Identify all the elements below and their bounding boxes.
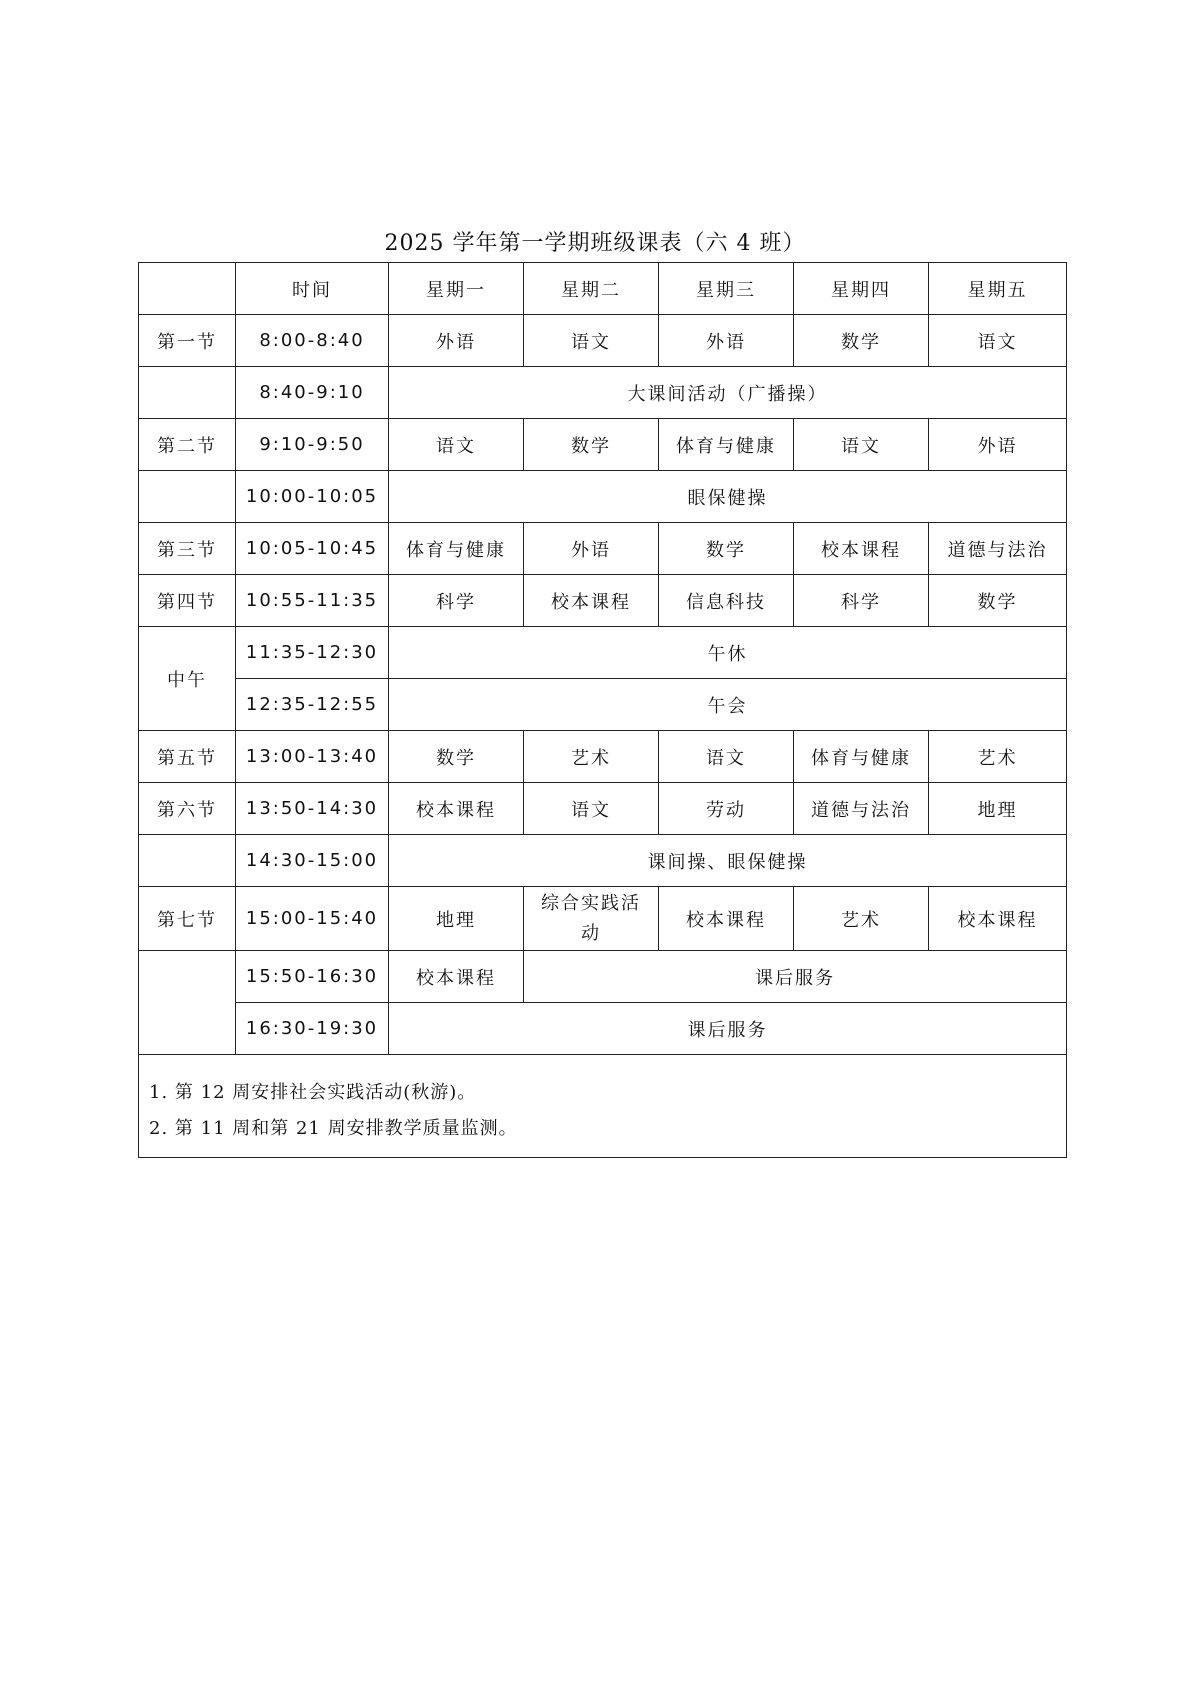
period-row [139, 783, 1067, 835]
activity-cell: 课后服务 [389, 1003, 1067, 1055]
class-cell: 外语 [929, 419, 1067, 471]
class-cell: 科学 [794, 575, 929, 627]
class-cell: 外语 [389, 315, 524, 367]
class-cell: 语文 [524, 315, 659, 367]
period-time: 9:10-9:50 [236, 419, 389, 471]
period-label: 第三节 [139, 523, 236, 575]
class-cell: 数学 [659, 523, 794, 575]
class-cell: 语文 [524, 783, 659, 835]
period-time: 8:00-8:40 [236, 315, 389, 367]
after-school-row [139, 1003, 1067, 1055]
class-cell: 地理 [389, 887, 524, 951]
note-line: 2. 第 11 周和第 21 周安排教学质量监测。 [149, 1118, 518, 1139]
period-time: 11:35-12:30 [236, 627, 389, 679]
period-row [139, 523, 1067, 575]
noon-row [139, 627, 1067, 679]
class-cell [524, 887, 659, 951]
class-cell: 校本课程 [389, 951, 524, 1003]
timetable [138, 262, 1067, 1158]
noon-row [139, 679, 1067, 731]
period-row [139, 731, 1067, 783]
break-row [139, 471, 1067, 523]
class-cell: 道德与法治 [794, 783, 929, 835]
class-cell: 艺术 [524, 731, 659, 783]
period-row [139, 419, 1067, 471]
header-time: 时间 [236, 263, 389, 315]
class-cell: 数学 [524, 419, 659, 471]
class-cell: 校本课程 [659, 887, 794, 951]
period-label: 第一节 [139, 315, 236, 367]
period-time: 10:00-10:05 [236, 471, 389, 523]
period-label: 第二节 [139, 419, 236, 471]
activity-cell: 眼保健操 [389, 471, 1067, 523]
period-row [139, 575, 1067, 627]
note-line: 1. 第 12 周安排社会实践活动(秋游)。 [149, 1082, 477, 1103]
class-cell: 校本课程 [794, 523, 929, 575]
class-cell: 道德与法治 [929, 523, 1067, 575]
class-cell: 语文 [929, 315, 1067, 367]
period-time: 10:55-11:35 [236, 575, 389, 627]
class-cell: 数学 [389, 731, 524, 783]
header-day: 星期五 [929, 263, 1067, 315]
period-label [139, 471, 236, 523]
break-row [139, 367, 1067, 419]
period-time: 13:50-14:30 [236, 783, 389, 835]
class-cell: 数学 [794, 315, 929, 367]
header-day: 星期三 [659, 263, 794, 315]
class-cell: 语文 [389, 419, 524, 471]
corner-cell [139, 263, 236, 315]
header-day: 星期二 [524, 263, 659, 315]
class-cell: 校本课程 [929, 887, 1067, 951]
class-cell: 语文 [794, 419, 929, 471]
header-row [139, 263, 1067, 315]
activity-cell: 课后服务 [524, 951, 1067, 1003]
class-cell: 体育与健康 [659, 419, 794, 471]
period-label [139, 367, 236, 419]
class-cell: 校本课程 [524, 575, 659, 627]
class-cell: 信息科技 [659, 575, 794, 627]
period-label: 第七节 [139, 887, 236, 951]
period-time: 10:05-10:45 [236, 523, 389, 575]
class-cell: 外语 [524, 523, 659, 575]
class-cell: 艺术 [929, 731, 1067, 783]
notes-row [139, 1055, 1067, 1158]
class-cell-text: 综合实践活动 [541, 892, 641, 944]
class-cell: 劳动 [659, 783, 794, 835]
class-cell: 外语 [659, 315, 794, 367]
period-label: 第六节 [139, 783, 236, 835]
period-label: 第五节 [139, 731, 236, 783]
period-time: 15:50-16:30 [236, 951, 389, 1003]
class-cell: 数学 [929, 575, 1067, 627]
break-row [139, 835, 1067, 887]
class-cell: 校本课程 [389, 783, 524, 835]
after-school-row [139, 951, 1067, 1003]
page-title: 2025 学年第一学期班级课表（六 4 班） [384, 231, 806, 256]
activity-cell: 大课间活动（广播操） [389, 367, 1067, 419]
period-label: 第四节 [139, 575, 236, 627]
class-cell: 艺术 [794, 887, 929, 951]
class-cell: 科学 [389, 575, 524, 627]
period-time: 16:30-19:30 [236, 1003, 389, 1055]
period-row [139, 315, 1067, 367]
class-cell: 地理 [929, 783, 1067, 835]
period-label [139, 835, 236, 887]
period-time: 15:00-15:40 [236, 887, 389, 951]
activity-cell: 午会 [389, 679, 1067, 731]
period-time: 13:00-13:40 [236, 731, 389, 783]
period-time: 14:30-15:00 [236, 835, 389, 887]
class-cell: 体育与健康 [794, 731, 929, 783]
period-time: 12:35-12:55 [236, 679, 389, 731]
period-row [139, 887, 1067, 951]
period-label [139, 951, 236, 1055]
period-label: 中午 [139, 627, 236, 731]
activity-cell: 午休 [389, 627, 1067, 679]
period-time: 8:40-9:10 [236, 367, 389, 419]
notes-cell [139, 1055, 1067, 1158]
header-day: 星期一 [389, 263, 524, 315]
activity-cell: 课间操、眼保健操 [389, 835, 1067, 887]
class-cell: 语文 [659, 731, 794, 783]
class-cell: 体育与健康 [389, 523, 524, 575]
header-day: 星期四 [794, 263, 929, 315]
